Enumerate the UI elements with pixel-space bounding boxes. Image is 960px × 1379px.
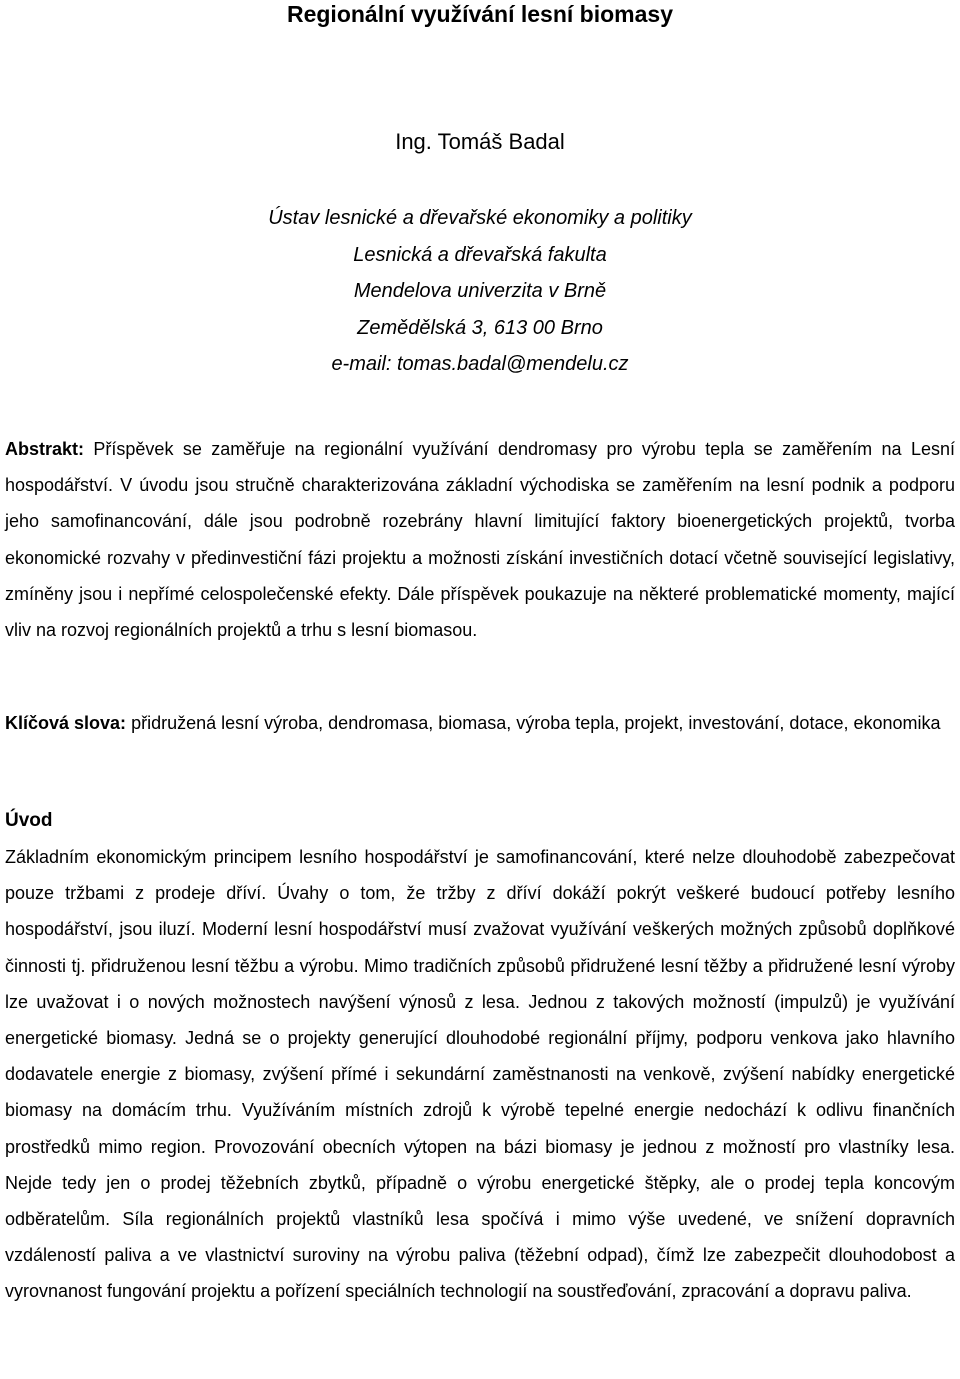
affiliation-block: [0, 200, 960, 383]
section-heading-intro: Úvod: [5, 810, 53, 831]
author-name: Ing. Tomáš Badal: [395, 129, 565, 154]
affiliation-email: e-mail: tomas.badal@mendelu.cz: [331, 353, 629, 375]
affiliation-address: Zemědělská 3, 613 00 Brno: [357, 316, 603, 339]
keywords-paragraph: [5, 705, 955, 741]
affiliation-university: Mendelova univerzita v Brně: [353, 280, 607, 302]
abstract-label: Abstrakt:: [5, 439, 85, 459]
intro-paragraph: Základním ekonomickým principem lesního hospodářství je samofinancování, které nelze dlouhodobě zabezpečovat pouze tržbami z prodeje dříví. Úvahy o tom, že tržby z dříví dokáží pokrýt veškeré budoucí potřeby lesního hospodářství, jsou iluzí. Moderní lesní hospodářství musí zvažovat využívání veškerých možných způsobů doplňkové činnosti tj. přidruženou lesní těžbu a výrobu. Mimo tradičních způsobů přidružené lesní těžby a přidružené lesní výroby lze uvažovat i o nových možnostech navýšení výnosů z lesa. Jednou z takových možností (impulzů) je využívání energetické biomasy. Jedná se o projekty generující dlouhodobé regionální příjmy, podporu venkova jako hlavního dodavatele energie z biomasy, zvýšení přímé i sekundární zaměstnanosti na venkově, zvýšení nabídky energetické biomasy na domácím trhu. Využíváním místních zdrojů k výrobě tepelné energie nedochází k odlivu finančních prostředků mimo region. Provozování obecních výtopen na bázi biomasy je jednou z možností pro vlastníky lesa. Nejde tedy jen o prodej těžebních zbytků, případně o výrobu energetické štěpky, ale o prodej tepla koncovým odběratelům. Síla regionálních projektů vlastníků lesa spočívá i mimo výše uvedené, ve snížení dopravních vzdáleností paliva a ve vlastnictví suroviny na výrobu paliva (těžební odpad), čímž lze zabezpečit dlouhodobost a vyrovnanost fungování projektu a pořízení speciálních technologií na soustřeďování, zpracování a dopravu paliva.: [5, 847, 955, 1302]
affiliation-faculty: Lesnická a dřevařská fakulta: [353, 243, 607, 266]
abstract-text: Příspěvek se zaměřuje na regionální využívání dendromasy pro výrobu tepla se zaměřením na Lesní hospodářství. V úvodu jsou stručně charakterizována základní východiska se zaměřením na lesní podnik a podporu jeho samofinancování, dále jsou podrobně rozebrány hlavní limitující faktory bioenergetických projektů, tvorba ekonomické rozvahy v předinvestiční fázi projektu a možnosti získání investičních dotací včetně související legislativy, zmíněny jsou i nepřímé celospolečenské efekty. Dále příspěvek poukazuje na některé problematické momenty, mající vliv na rozvoj regionálních projektů a trhu s lesní biomasou.: [5, 439, 955, 641]
keywords-text: přidružená lesní výroba, dendromasa, biomasa, výroba tepla, projekt, investování, dotace, ekonomika: [126, 713, 941, 733]
abstract-paragraph: [5, 431, 955, 648]
keywords-label: Klíčová slova:: [5, 713, 127, 733]
paper-title: Regionální využívání lesní biomasy: [286, 1, 673, 27]
affiliation-institute: Ústav lesnické a dřevařské ekonomiky a politiky: [268, 207, 692, 229]
